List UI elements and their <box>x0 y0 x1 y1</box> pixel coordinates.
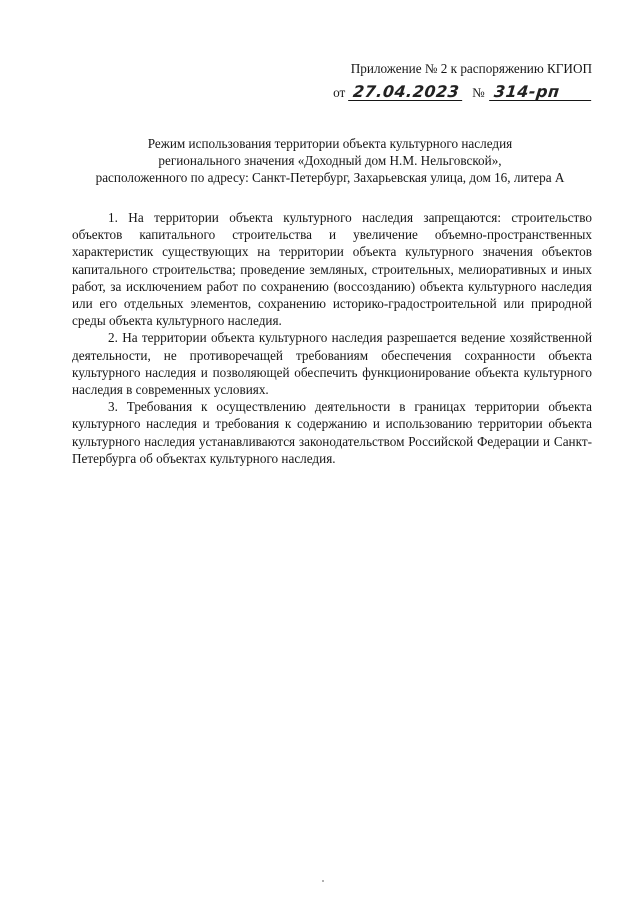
paragraph-3: 3. Требования к осуществлению деятельности в границах территории объекта культурного наследия и требования к содержанию и использованию территории объекта культурного наследия устанавливаются законодательством Российской Федерации и Санкт-Петербурга об объектах культурного наследия. <box>72 399 592 466</box>
handwritten-order-number: 314-рп <box>489 84 593 101</box>
heading-line-3: расположенного по адресу: Санкт-Петербург, Захарьевская улица, дом 16, литера А <box>95 170 565 185</box>
paragraph-1: 1. На территории объекта культурного наследия запрещаются: строительство объектов капитального строительства и увеличение объемно-пространственных характеристик существующих на территории объекта культурного значения объектов капитального строительства; проведение земляных, строительных, мелиоративных и иных работ, за исключением работ по сохранению (воссозданию) объекта культурного наследия или его отдельных элементов, сохранению историко-градостроительной или природной среды объекта культурного наследия. <box>72 210 592 329</box>
order-reference <box>272 84 592 102</box>
appendix-header <box>272 60 592 102</box>
paragraph-2: 2. На территории объекта культурного наследия разрешается ведение хозяйственной деятельности, не противоречащей требованиям обеспечения сохранности объекта культурного наследия и позволяющей обеспечить функционирование объекта культурного наследия в современных условиях. <box>72 330 592 398</box>
document-heading <box>60 135 600 186</box>
scan-speck <box>322 880 324 882</box>
document-body <box>72 209 592 467</box>
heading-line-2: регионального значения «Доходный дом Н.М. Нельговской», <box>158 153 502 168</box>
appendix-title: Приложение № 2 к распоряжению КГИОП <box>350 61 592 76</box>
heading-line-1: Режим использования территории объекта культурного наследия <box>147 136 513 151</box>
handwritten-date: 27.04.2023 <box>348 84 464 101</box>
date-prefix: от <box>333 85 346 100</box>
number-sign: № <box>472 85 485 100</box>
